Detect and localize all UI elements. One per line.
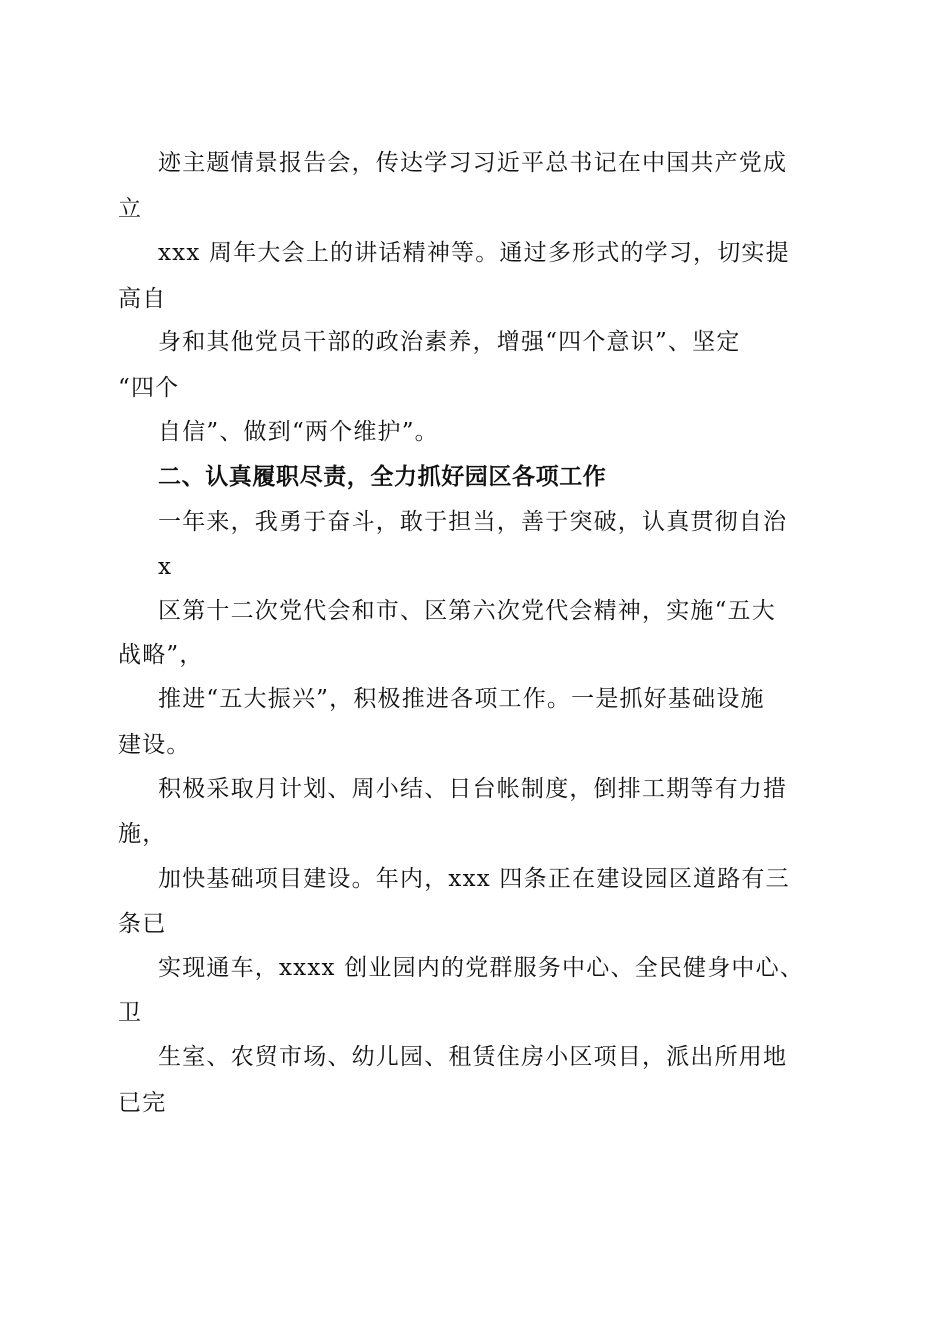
body-line: 施， <box>118 821 167 847</box>
body-line: 迹主题情景报告会，传达学习习近平总书记在中国共产党成 <box>158 150 788 176</box>
body-line: 区第十二次党代会和市、区第六次党代会精神，实施“五大 <box>158 598 776 624</box>
body-line: 建设。 <box>118 732 191 758</box>
body-line: xxx 周年大会上的讲话精神等。通过多形式的学习，切实提 <box>158 240 790 266</box>
body-line: 已完 <box>118 1090 167 1116</box>
body-line: x <box>158 554 173 580</box>
body-line: 自信”、做到“两个维护”。 <box>158 419 439 445</box>
body-line: 条已 <box>118 911 167 937</box>
body-line: 高自 <box>118 286 167 312</box>
body-line: 推进“五大振兴”，积极推进各项工作。一是抓好基础设施 <box>158 686 765 712</box>
body-line: 战略”， <box>118 642 204 668</box>
body-line: 身和其他党员干部的政治素养，增强“四个意识”、坚定 <box>158 329 741 355</box>
body-line: 立 <box>118 196 143 222</box>
body-line: 加快基础项目建设。年内，xxx 四条正在建设园区道路有三 <box>158 866 790 892</box>
body-line: 一年来，我勇于奋斗，敢于担当，善于突破，认真贯彻自治 <box>158 509 788 535</box>
body-line: “四个 <box>118 375 180 401</box>
section-heading: 二、认真履职尽责，全力抓好园区各项工作 <box>158 464 607 490</box>
body-line: 实现通车，xxxx 创业园内的党群服务中心、全民健身中心、 <box>158 955 804 981</box>
body-line: 积极采取月计划、周小结、日台帐制度，倒排工期等有力措 <box>158 776 788 802</box>
body-line: 生室、农贸市场、幼儿园、租赁住房小区项目，派出所用地 <box>158 1044 788 1070</box>
body-line: 卫 <box>118 1000 143 1026</box>
